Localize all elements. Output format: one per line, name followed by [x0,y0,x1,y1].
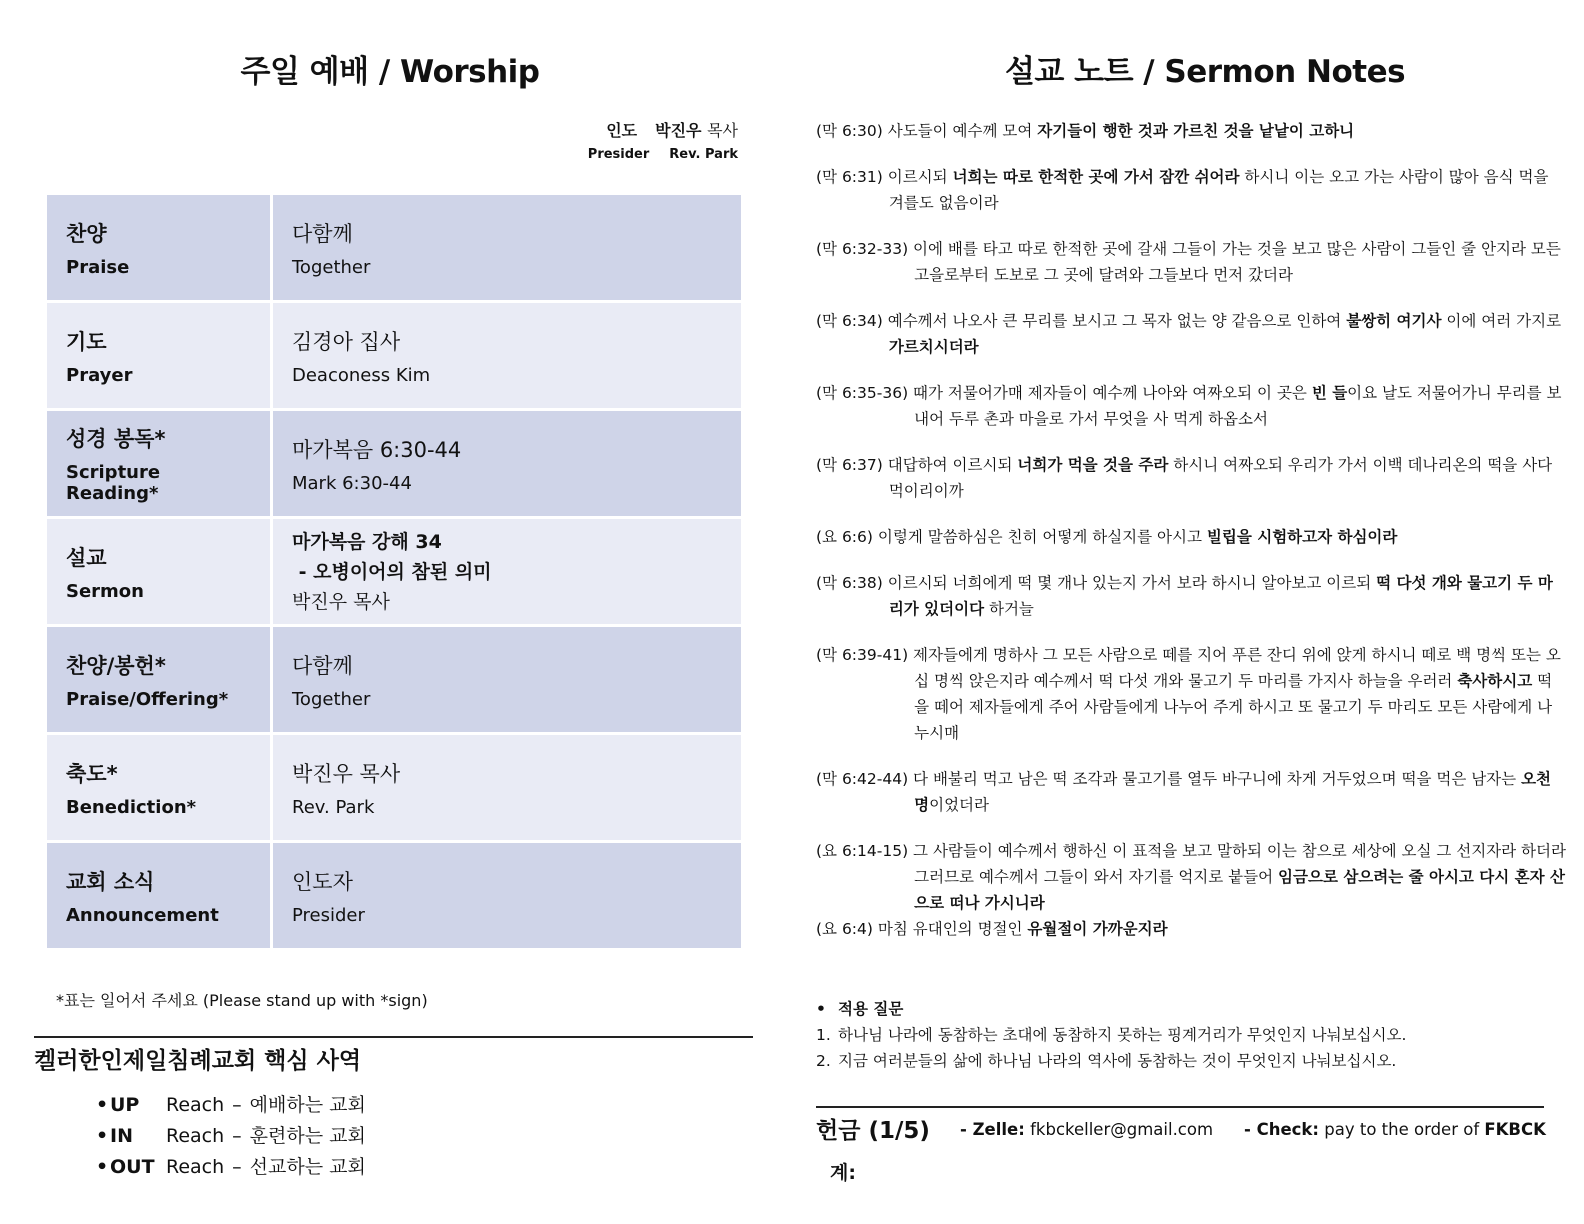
sermon-preacher: 박진우 목사 [292,590,390,613]
verse-reference: (요 6:4) [816,920,873,938]
verse-list [816,118,1566,942]
bullet-icon: • [96,1156,109,1178]
verse-text: 이르시되 너희에게 떡 몇 개나 있는지 가서 보라 하시니 알아보고 이르되 [882,574,1377,592]
verse-note [816,916,1566,942]
sermon-title: - 오병이어의 참된 의미 [292,560,492,583]
bullet-icon: • [96,1094,109,1116]
value-english: Deaconess Kim [292,364,431,386]
row-value [272,302,743,410]
verse-note [816,118,1566,144]
offering-line [816,1112,1576,1148]
verse-text: 이렇게 말씀하심은 친히 어떻게 하실지를 아시고 [872,528,1207,546]
verse-reference: (막 6:30) [816,122,883,140]
verse-emphasis: 유월절이 가까운지라 [1027,920,1168,938]
verse-note [816,766,1566,818]
value-korean: 다함께 [292,653,353,678]
presider-title: 목사 [707,121,738,140]
presider-label-en: Presider [587,147,650,162]
value-korean: 인도자 [292,869,353,894]
verse-text: 하시니 여짜오되 우리가 가서 이백 데나리온의 떡을 사다 먹이리이까 [888,456,1553,500]
worship-title: 주일 예배 / Worship [240,54,540,90]
verse-emphasis: 너희는 따로 한적한 곳에 가서 잠깐 쉬어라 [952,168,1240,186]
verse-emphasis: 불쌍히 여기사 [1346,312,1442,330]
ministry-dash: – [232,1094,242,1116]
presider-name-en: Rev. Park [669,147,738,162]
verse-text: 대답하여 이르시되 [882,456,1018,474]
verse-text: 이었더라 [929,796,990,814]
verse-reference: (막 6:39-41) [816,646,909,664]
zelle-label: - Zelle: [960,1120,1025,1139]
table-row [46,734,743,842]
divider [34,1036,753,1038]
row-value [272,734,743,842]
verse-note [816,570,1566,622]
row-label [46,518,272,626]
label-english: Benediction* [66,796,197,818]
verse-note [816,642,1566,746]
verse-text: 하거늘 [984,600,1034,618]
ministry-title: 켈러한인제일침례교회 핵심 사역 [34,1048,362,1074]
label-korean: 찬양 [66,221,107,246]
application-questions [816,996,1566,1074]
value-english: Mark 6:30-44 [292,472,412,494]
offering-total-label: 계: [830,1162,856,1184]
presider-korean [588,118,738,141]
verse-note [816,380,1566,432]
label-english: Sermon [66,580,144,602]
ministry-reach: Reach [166,1156,225,1178]
verse-reference: (막 6:35-36) [816,384,909,402]
application-title: 적용 질문 [838,1000,904,1018]
verse-emphasis: 자기들이 행한 것과 가르친 것을 낱낱이 고하니 [1037,122,1355,140]
verse-reference: (요 6:14-15) [816,842,909,860]
row-value [272,410,743,518]
verse-text: 사도들이 예수께 모여 [882,122,1038,140]
verse-text: 떡을 떼어 제자들에게 주어 사람들에게 나누어 주게 하시고 또 물고기 두 마리도 모든 사람에게 나누시매 [914,672,1553,742]
verse-text: 하시니 이는 오고 가는 사람이 많아 음식 먹을 겨를도 없음이라 [888,168,1549,212]
list-item [96,1152,366,1183]
verse-emphasis: 빌립을 시험하고자 하심이라 [1206,528,1398,546]
check-info [1244,1120,1546,1139]
table-row [46,410,743,518]
verse-note [816,524,1566,550]
label-korean: 기도 [66,329,107,354]
verse-reference: (막 6:31) [816,168,883,186]
row-label [46,410,272,518]
bullet-icon: • [816,1000,826,1018]
sermon-notes-page [800,0,1584,1224]
label-korean: 찬양/봉헌* [66,653,166,678]
row-value [272,518,743,626]
ministry-desc: 선교하는 교회 [249,1156,366,1178]
list-item [96,1121,366,1152]
presider-label: 인도 [606,121,638,140]
ministry-reach: Reach [166,1094,225,1116]
verse-note [816,236,1566,288]
presider-name: 박진우 [655,121,702,140]
verse-text: 이르시되 [882,168,953,186]
verse-text: 이에 여러 가지로 [1441,312,1562,330]
table-row [46,626,743,734]
ministry-reach: Reach [166,1125,225,1147]
verse-reference: (막 6:37) [816,456,883,474]
verse-text: 제자들에게 명하사 그 모든 사람으로 떼를 지어 푸른 잔디 위에 앉게 하시니 떼로 백 명씩 또는 오십 명씩 앉은지라 예수께서 떡 다섯 개와 물고기 두 마리를 가지사 하늘을 우러러 [908,646,1561,690]
zelle-email: fkbckeller@gmail.com [1030,1120,1214,1139]
row-value [272,626,743,734]
row-label [46,626,272,734]
value-korean: 김경아 집사 [292,329,401,354]
sermon-series: 마가복음 강해 34 [292,530,442,553]
verse-emphasis: 너희가 먹을 것을 주라 [1017,456,1169,474]
verse-emphasis: 떡 다섯 개와 물고기 두 마리가 있더이다 [888,574,1553,618]
stand-note: *표는 일어서 주세요 (Please stand up with *sign) [56,991,428,1010]
label-korean: 설교 [66,545,107,570]
question-text: 지금 여러분들의 삶에 하나님 나라의 역사에 동참하는 것이 무엇인지 나눠보십시오. [838,1052,1397,1070]
application-heading [816,996,1566,1022]
verse-emphasis: 임금으로 삼으려는 줄 아시고 다시 혼자 산으로 떠나 가시니라 [914,868,1565,912]
zelle-info [960,1120,1213,1139]
row-label [46,302,272,410]
verse-note [816,308,1566,360]
question-item [816,1048,1566,1074]
presider-block [588,118,738,162]
label-korean: 축도* [66,761,118,786]
label-english: Praise [66,256,130,278]
value-korean: 박진우 목사 [292,761,401,786]
verse-text: 이에 배를 타고 따로 한적한 곳에 갈새 그들이 가는 것을 보고 많은 사람이 그들인 줄 안지라 모든 고을로부터 도보로 그 곳에 달려와 그들보다 먼저 갔더라 [908,240,1561,284]
verse-text: 이요 날도 저물어가니 무리를 보내어 두루 촌과 마을로 가서 무엇을 사 먹게 하옵소서 [914,384,1562,428]
ministry-dash: – [232,1156,242,1178]
verse-text: 예수께서 나오사 큰 무리를 보시고 그 목자 없는 양 같음으로 인하여 [882,312,1347,330]
verse-reference: (요 6:6) [816,528,873,546]
verse-emphasis: 빈 들 [1311,384,1348,402]
label-korean: 교회 소식 [66,869,155,894]
verse-emphasis: 축사하시고 [1457,672,1533,690]
ministry-list [96,1090,366,1183]
verse-note [816,452,1566,504]
check-text: pay to the order of [1324,1120,1480,1139]
verse-text: 그 사람들이 예수께서 행하신 이 표적을 보고 말하되 이는 참으로 세상에 오실 그 선지자라 하더라 그러므로 예수께서 그들이 와서 자기를 억지로 붙들어 [908,842,1566,886]
ministry-code: OUT [110,1156,155,1178]
row-value [272,194,743,302]
presider-english [588,147,738,162]
list-item [96,1090,366,1121]
row-value [272,842,743,950]
bullet-icon: • [96,1125,109,1147]
verse-emphasis: 오천 명 [914,770,1552,814]
row-label [46,734,272,842]
question-number: 2. [816,1052,831,1070]
table-row [46,194,743,302]
check-payee: FKBCK [1484,1120,1546,1139]
value-english: Presider [292,904,365,926]
label-english: Praise/Offering* [66,688,229,710]
verse-text: 마침 유대인의 명절인 [872,920,1028,938]
label-korean: 성경 봉독* [66,427,166,451]
verse-text: 때가 저물어가매 제자들이 예수께 나아와 여짜오되 이 곳은 [908,384,1312,402]
ministry-code: IN [110,1125,133,1147]
table-row [46,302,743,410]
verse-note [816,164,1566,216]
question-number: 1. [816,1026,831,1044]
label-english: Announcement [66,904,219,926]
verse-note [816,838,1566,916]
divider [816,1106,1544,1108]
ministry-code: UP [110,1094,140,1116]
order-of-worship-table [44,192,744,951]
question-text: 하나님 나라에 동참하는 초대에 동참하지 못하는 핑계거리가 무엇인지 나눠보십시오. [838,1026,1407,1044]
verse-reference: (막 6:42-44) [816,770,909,788]
table-row [46,518,743,626]
ministry-dash: – [232,1125,242,1147]
sermon-notes-title: 설교 노트 / Sermon Notes [1004,54,1406,90]
verse-reference: (막 6:38) [816,574,883,592]
verse-emphasis: 가르치시더라 [888,338,979,356]
value-korean: 다함께 [292,221,353,246]
check-label: - Check: [1244,1120,1319,1139]
row-label [46,194,272,302]
value-english: Rev. Park [292,796,375,818]
label-english: Prayer [66,364,133,386]
verse-reference: (막 6:34) [816,312,883,330]
verse-reference: (막 6:32-33) [816,240,909,258]
value-english: Together [292,688,371,710]
ministry-desc: 훈련하는 교회 [249,1125,366,1147]
value-korean: 마가복음 6:30-44 [292,437,462,462]
value-english: Together [292,256,371,278]
row-label [46,842,272,950]
label-english: Scripture Reading* [66,462,161,504]
offering-label: 헌금 (1/5) [816,1118,930,1144]
ministry-desc: 예배하는 교회 [249,1094,366,1116]
verse-text: 다 배불리 먹고 남은 떡 조각과 물고기를 열두 바구니에 차게 거두었으며 떡을 먹은 남자는 [908,770,1522,788]
question-item [816,1022,1566,1048]
table-row [46,842,743,950]
